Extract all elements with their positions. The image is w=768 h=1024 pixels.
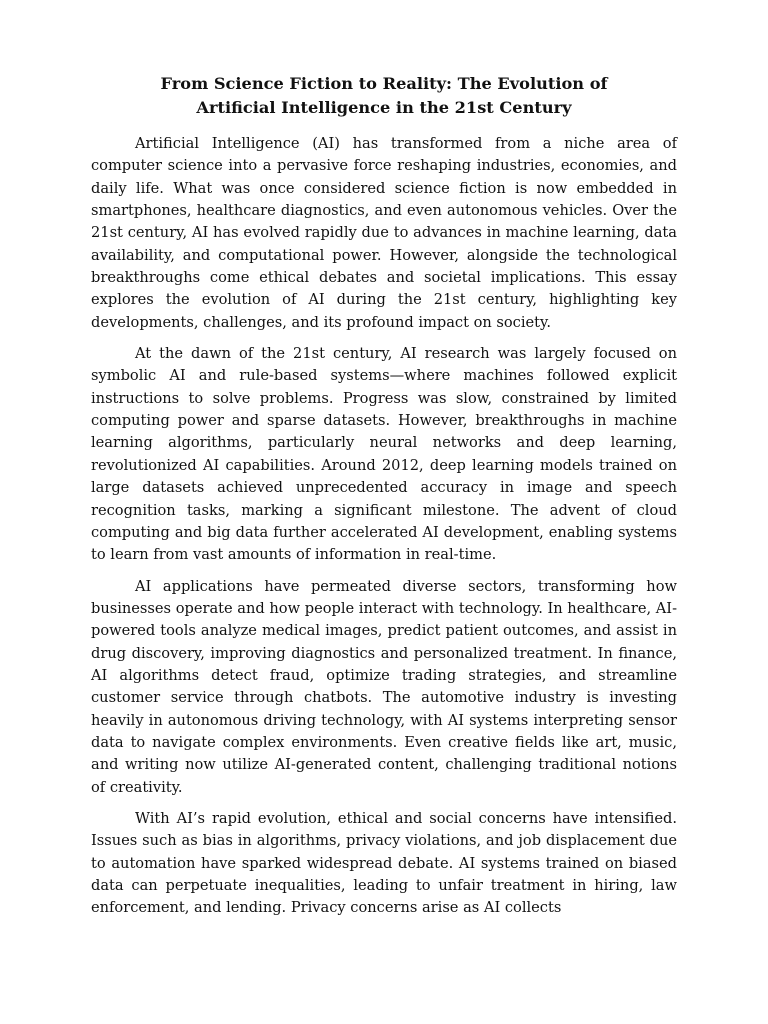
- document-title: [90, 72, 678, 120]
- paragraph-introduction: Artificial Intelligence (AI) has transformed from a niche area of computer science into a pervasive force reshaping industries, economies, and daily life. What was once considered science fiction is now embedded in smartphones, healthcare diagnostics, and even autonomous vehicles. Over the 21st century, AI has evolved rapidly due to advances in machine learning, data availability, and computational power. However, alongside the technological breakthroughs come ethical debates and societal implications. This essay explores the evolution of AI during the 21st century, highlighting key developments, challenges, and its profound impact on society.: [91, 135, 677, 331]
- document-body: [91, 133, 677, 929]
- paragraph-ai-applications: AI applications have permeated diverse sectors, transforming how businesses operate and how people interact with technology. In healthcare, AI-powered tools analyze medical images, predict patient outcomes, and assist in drug discovery, improving diagnostics and personalized treatment. In finance, AI algorithms detect fraud, optimize trading strategies, and streamline customer service through chatbots. The automotive industry is investing heavily in autonomous driving technology, with AI systems interpreting sensor data to navigate complex environments. Even creative fields like art, music, and writing now utilize AI-generated content, challenging traditional notions of creativity.: [91, 577, 677, 796]
- paragraph-ethical-concerns: With AI’s rapid evolution, ethical and social concerns have intensified. Issues such as bias in algorithms, privacy violations, and job displacement due to automation have sparked widespread debate. AI systems trained on biased data can perpetuate inequalities, leading to unfair treatment in hiring, law enforcement, and lending. Privacy concerns arise as AI collects: [91, 809, 677, 917]
- document-title-line-1: From Science Fiction to Reality: The Evolution of: [160, 74, 608, 93]
- paragraph-early-ai: At the dawn of the 21st century, AI research was largely focused on symbolic AI and rule-based systems—where machines followed explicit instructions to solve problems. Progress was slow, constrained by limited computing power and sparse datasets. However, breakthroughs in machine learning algorithms, particularly neural networks and deep learning, revolutionized AI capabilities. Around 2012, deep learning models trained on large datasets achieved unprecedented accuracy in image and speech recognition tasks, marking a significant milestone. The advent of cloud computing and big data further accelerated AI development, enabling systems to learn from vast amounts of information in real-time.: [91, 345, 677, 564]
- document-title-line-2: Artificial Intelligence in the 21st Century: [196, 98, 572, 117]
